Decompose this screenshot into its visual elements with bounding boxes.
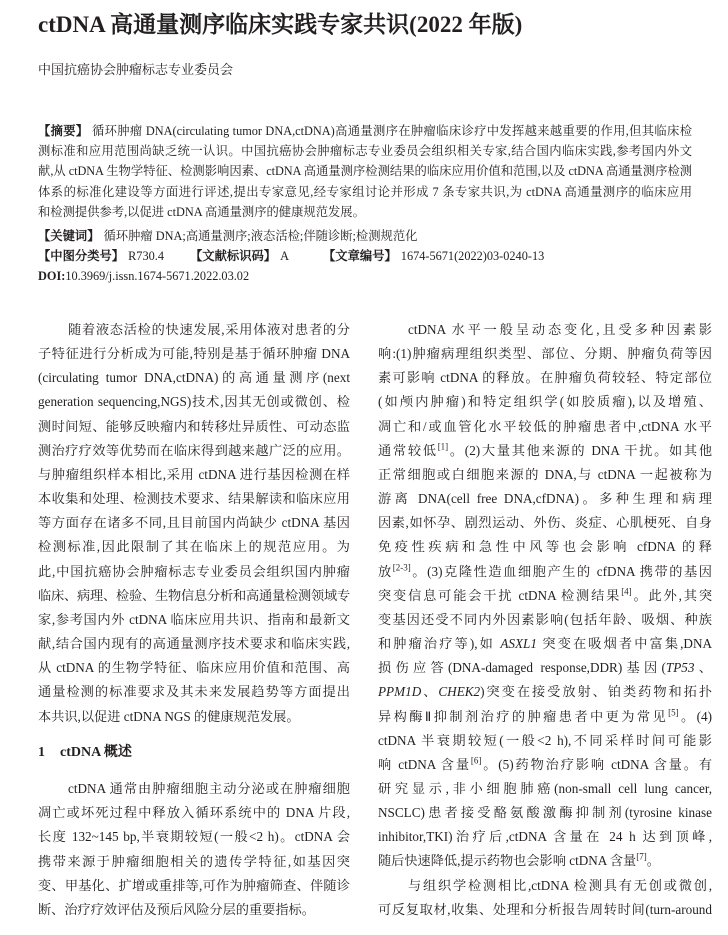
text-line: 因素,如怀孕、剧烈运动、外伤、炎症、心肌梗死、自身: [378, 515, 712, 531]
doi-line: [38, 266, 249, 286]
text-line: 正常细胞或白细胞来源的 DNA,与 ctDNA 一起被称为: [378, 466, 712, 482]
text-line: [38, 121, 692, 141]
section-heading: [38, 741, 350, 765]
citation-ref: [5]: [668, 707, 679, 718]
text-line: 变基因还受不同内外因素影响(包括年龄、吸烟、种族: [378, 611, 712, 627]
text-line: 测标准和应用范围尚缺乏统一认识。中国抗癌协会肿瘤标志专业委员会组织相关专家,结合国内临床实践,参考国内外文: [38, 144, 692, 159]
author-affiliation: 中国抗癌协会肿瘤标志专业委员会: [38, 62, 234, 77]
keywords-label: 【关键词】: [38, 229, 100, 243]
clc-label: 【中图分类号】: [38, 249, 125, 263]
bold-label: 【摘要】: [38, 124, 89, 138]
citation-ref: [4]: [621, 586, 632, 597]
abstract: [38, 121, 692, 222]
clc-value: R730.4: [128, 249, 164, 263]
text-line: [378, 849, 712, 873]
section-paragraph: [38, 777, 350, 922]
text-run: 循环肿瘤 DNA(circulating tumor DNA,ctDNA)高通量测序在肿瘤临床诊疗中发挥越来越重要的作用,但其临床检: [88, 124, 692, 138]
text-run: 。(3)克隆性造血细胞产生的 cfDNA 携带的基因: [410, 563, 712, 579]
intro-paragraph: [38, 318, 350, 729]
doc-code-value: A: [280, 249, 289, 263]
text-run: 随后快速降低,提示药物也会影响 ctDNA 含量: [378, 853, 637, 869]
text-line: (如颅内肿瘤)和特定组织学(如胶质瘤),以及增殖、: [378, 394, 712, 410]
text-run: 。(5)药物治疗影响 ctDNA 含量。有: [481, 756, 712, 772]
text-line: [378, 656, 712, 680]
doc-code-group: [190, 246, 289, 266]
text-line: 长度 132~145 bp,半衰期较短(一般<2 h)。ctDNA 会: [38, 829, 350, 845]
text-line: 家,参考国内外 ctDNA 临床应用共识、指南和最新文: [38, 611, 350, 627]
text-line: 本共识,以促进 ctDNA NGS 的健康规范发展。: [38, 708, 300, 724]
text-line: 免疫性疾病和急性中风等也会影响 cfDNA 的释: [378, 539, 712, 555]
text-line: 响:(1)肿瘤病理组织类型、部位、分期、肿瘤负荷等因: [378, 346, 712, 362]
text-line: 临床、病理、检验、生物信息分析和高通量检测领域专: [38, 587, 350, 603]
text-line: [378, 584, 712, 608]
text-run: 响 ctDNA 含量: [378, 756, 471, 772]
left-column: [38, 318, 350, 922]
doi-value: 10.3969/j.issn.1674-5671.2022.03.02: [65, 269, 250, 283]
text-line: [378, 680, 712, 704]
text-run: 。(2)大量其他来源的 DNA 干扰。如其他: [448, 442, 713, 458]
text-line: 游离 DNA(cell free DNA,cfDNA)。多种生理和病理: [378, 491, 712, 507]
text-run: 突变在吸烟者中富集,DNA: [536, 636, 712, 652]
citation-ref: [6]: [470, 755, 482, 766]
text-line: ctDNA 通常由肿瘤细胞主动分泌或在肿瘤细胞: [68, 781, 350, 797]
text-line: [378, 705, 712, 729]
section-paragraph: [378, 874, 712, 922]
classification-line: [38, 246, 692, 266]
text-line: 凋亡和/或血管化水平较低的肿瘤患者中,ctDNA 水平: [378, 418, 712, 434]
text-line: inhibitor,TKI)治疗后,ctDNA 含量在 24 h 达到顶峰,: [378, 829, 712, 845]
citation-ref: [2-3]: [392, 562, 411, 573]
keywords-line: [38, 226, 417, 246]
text-line: 体系的标准化建设等方面进行评述,提出专家意见,经专家组讨论并形成 7 条专家共识,为 ctDNA 高通量测序的临床应用: [38, 184, 692, 199]
text-line: 可反复取材,收集、处理和分析报告周转时间(turn-around: [378, 901, 712, 917]
text-run: 。(4): [678, 708, 712, 724]
section-paragraph: [378, 318, 712, 874]
gene-name: CHEK2: [438, 684, 481, 700]
text-line: 与肿瘤组织样本相比,采用 ctDNA 进行基因检测在样: [38, 466, 350, 482]
text-run: 放: [378, 563, 393, 579]
text-line: 凋亡或坏死过程中释放入循环系统中的 DNA 片段,: [38, 805, 350, 821]
gene-name: ASXL1: [500, 636, 537, 652]
section-title: ctDNA 概述: [60, 744, 132, 760]
text-line: 研究显示,非小细胞肺癌(non-small cell lung cancer,: [378, 780, 712, 796]
text-line: [378, 439, 712, 463]
doc-code-label: 【文献标识码】: [190, 249, 277, 263]
right-column: [378, 318, 712, 922]
article-number-label: 【文章编号】: [323, 249, 397, 263]
text-run: 通常较低: [378, 442, 438, 458]
text-line: 与组织学检测相比,ctDNA 检测具有无创或微创,: [408, 877, 712, 893]
text-line: [378, 560, 712, 584]
text-line: 等方面存在诸多不同,且目前国内尚缺少 ctDNA 基因: [38, 515, 350, 531]
text-line: 随着液态活检的快速发展,采用体液对患者的分: [68, 322, 350, 337]
text-line: 素可影响 ctDNA 的释放。在肿瘤负荷较轻、特定部位: [378, 370, 712, 386]
gene-name: TP53: [665, 660, 695, 676]
text-line: 和检测提供参考,以促进 ctDNA 高通量测序的健康规范发展。: [38, 204, 365, 219]
gene-name: PPM1D: [378, 684, 422, 700]
citation-ref: [7]: [636, 852, 647, 863]
text-line: 此,中国抗癌协会肿瘤标志专业委员会组织国内肿瘤: [38, 563, 350, 579]
text-line: ctDNA 半衰期较短(一般<2 h),不同采样时间可能影: [378, 732, 712, 748]
section-number: 1: [38, 744, 45, 760]
text-line: 通量检测的标准要求及其未来发展趋势等方面提出: [38, 684, 350, 700]
abstract-paragraph: [38, 121, 692, 222]
text-line: (circulating tumor DNA,ctDNA)的高通量测序(next: [38, 370, 350, 386]
citation-ref: [1]: [437, 441, 449, 452]
text-line: 献,从 ctDNA 生物学特征、检测影响因素、ctDNA 高通量测序检测结果的临床应用价值和范围,以及 ctDNA 高通量测序检测: [38, 164, 692, 179]
text-run: 。: [646, 853, 660, 869]
text-line: generation sequencing,NGS)技术,因其无创或微创、检: [38, 394, 350, 410]
text-run: )突变在接受放射、铂类药物和拓扑: [480, 684, 713, 700]
article-number-group: [323, 246, 544, 266]
text-line: NSCLC)患者接受酪氨酸激酶抑制剂(tyrosine kinase: [378, 805, 712, 821]
keywords-text: 循环肿瘤 DNA;高通量测序;液态活检;伴随诊断;检测规范化: [103, 229, 418, 243]
text-line: 子特征进行分析成为可能,特别是基于循环肿瘤 DNA: [38, 346, 350, 362]
text-line: 检测标准,因此限制了其在临床上的规范应用。为: [38, 539, 350, 555]
text-run: 。此外,其突: [631, 587, 713, 603]
text-line: 变、甲基化、扩增或重排等,可作为肿瘤筛查、伴随诊: [38, 877, 350, 893]
doi-label: DOI:: [38, 269, 66, 283]
text-line: 献,结合国内现有的高通量测序技术要求和临床实践,: [38, 636, 350, 652]
clc-number-group: [38, 246, 164, 266]
text-line: [378, 753, 712, 777]
text-run: 、: [694, 660, 712, 676]
text-line: 测时间短、能够反映瘤内和转移灶异质性、可动态监: [38, 418, 350, 434]
text-run: 异构酶Ⅱ抑制剂治疗的肿瘤患者中更为常见: [378, 708, 669, 724]
text-line: 从 ctDNA 的生物学特征、临床应用价值和范围、高: [38, 660, 350, 676]
article-number-value: 1674-5671(2022)03-0240-13: [400, 249, 545, 263]
text-run: 损伤应答(DNA-damaged response,DDR)基因(: [378, 660, 666, 676]
text-run: 突变信息可能会干扰 ctDNA 检测结果: [378, 587, 622, 603]
text-line: ctDNA 水平一般呈动态变化,且受多种因素影: [408, 322, 712, 337]
article-title: ctDNA 高通量测序临床实践专家共识(2022 年版): [38, 12, 523, 37]
text-line: 测治疗疗效等优势而在临床得到越来越广泛的应用。: [38, 442, 350, 458]
text-line: [378, 632, 712, 656]
text-run: 和肿瘤治疗等),如: [378, 636, 501, 652]
text-line: 本收集和处理、检测技术要求、结果解读和临床应用: [38, 491, 350, 507]
text-line: 携带来源于肿瘤细胞相关的遗传学特征,如基因突: [38, 853, 350, 869]
text-run: 、: [421, 684, 439, 700]
text-line: 断、治疗疗效评估及预后风险分层的重要指标。: [38, 901, 315, 917]
